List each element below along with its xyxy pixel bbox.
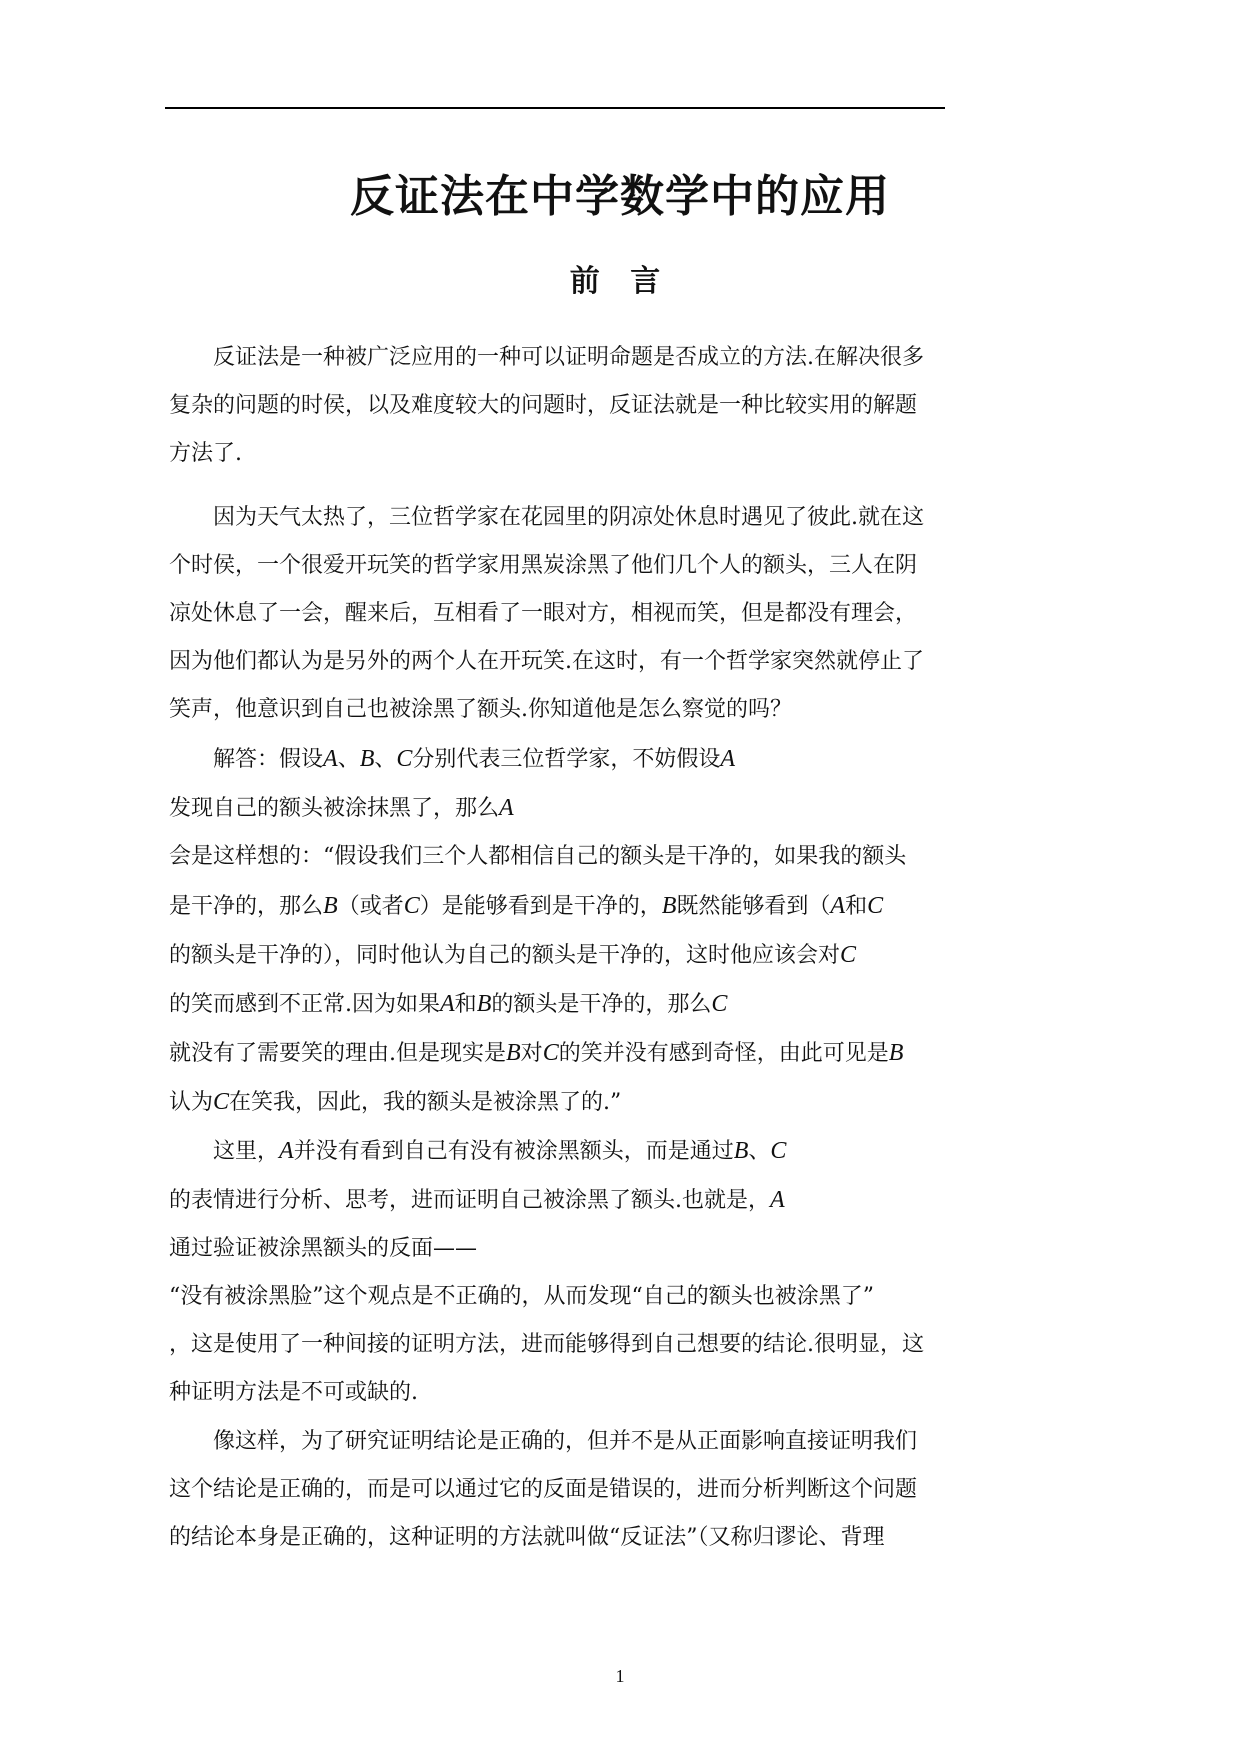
text-line: 方法了. [169,441,242,466]
text-line: ，这是使用了一种间接的证明方法，进而能够得到自己想要的结论.很明显，这 [169,1332,924,1357]
math-variable: B [733,1138,749,1164]
section-heading: 前 言 [569,264,671,299]
document-title: 反证法在中学数学中的应用 [350,171,890,222]
math-variable: C [867,893,884,919]
math-variable: C [542,1040,559,1066]
text-line: 的额头是干净的），同时他认为自己的额头是干净的，这时他应该会对C [169,942,857,968]
text-line: 通过验证被涂黑额头的反面—— [169,1236,478,1261]
text-line: 反证法是一种被广泛应用的一种可以证明命题是否成立的方法.在解决很多 [213,345,924,370]
text-line: 是干净的，那么B（或者C）是能够看到是干净的，B既然能够看到（A和C [169,893,884,919]
math-variable: A [279,1138,294,1164]
math-variable: C [396,746,413,772]
math-variable: A [720,746,736,772]
math-variable: C [840,942,857,968]
text-line: 像这样，为了研究证明结论是正确的，但并不是从正面影响直接证明我们 [213,1429,918,1454]
text-line: 会是这样想的：“假设我们三个人都相信自己的额头是干净的，如果我的额头 [169,844,907,869]
math-variable: B [323,893,338,919]
math-variable: A [323,746,338,772]
text-line: 的表情进行分析、思考，进而证明自己被涂黑了额头.也就是，A [169,1187,785,1213]
text-line: 复杂的问题的时侯，以及难度较大的问题时，反证法就是一种比较实用的解题 [169,393,918,418]
text-line: 发现自己的额头被涂抹黑了，那么A [169,795,514,821]
math-variable: B [506,1040,521,1066]
math-variable: B [661,893,677,919]
text-line: “没有被涂黑脸”这个观点是不正确的，从而发现“自己的额头也被涂黑了” [169,1284,874,1309]
math-variable: A [499,795,514,821]
math-variable: C [770,1138,787,1164]
math-variable: B [888,1040,904,1066]
text-line: 认为C在笑我，因此，我的额头是被涂黑了的.” [169,1089,622,1115]
text-line: 的笑而感到不正常.因为如果A和B的额头是干净的，那么C [169,991,728,1017]
text-line: 的结论本身是正确的，这种证明的方法就叫做“反证法”（又称归谬论、背理 [169,1525,885,1550]
math-variable: B [359,746,375,772]
text-line: 笑声，他意识到自己也被涂黑了额头.你知道他是怎么察觉的吗？ [169,697,792,722]
text-line: 因为天气太热了，三位哲学家在花园里的阴凉处休息时遇见了彼此.就在这 [213,505,924,530]
page-number: 1 [615,1666,625,1686]
text-line: 就没有了需要笑的理由.但是现实是B对C的笑并没有感到奇怪，由此可见是B [169,1040,904,1066]
math-variable: A [770,1187,785,1213]
text-line: 这个结论是正确的，而是可以通过它的反面是错误的，进而分析判断这个问题 [169,1477,918,1502]
math-variable: C [213,1089,230,1115]
math-variable: B [476,991,492,1017]
text-line: 这里，A并没有看到自己有没有被涂黑额头，而是通过B、C [213,1138,787,1164]
text-line: 个时侯，一个很爱开玩笑的哲学家用黑炭涂黑了他们几个人的额头，三人在阴 [169,553,918,578]
math-variable: A [440,991,455,1017]
header-rule [165,107,945,109]
text-line: 凉处休息了一会，醒来后，互相看了一眼对方，相视而笑，但是都没有理会， [169,601,918,626]
text-line: 因为他们都认为是另外的两个人在开玩笑.在这时，有一个哲学家突然就停止了 [169,649,924,674]
text-line: 种证明方法是不可或缺的. [169,1380,418,1405]
math-variable: C [711,991,728,1017]
text-line: 解答：假设A、B、C分别代表三位哲学家，不妨假设A [213,746,736,772]
math-variable: C [403,893,420,919]
math-variable: A [830,893,846,919]
